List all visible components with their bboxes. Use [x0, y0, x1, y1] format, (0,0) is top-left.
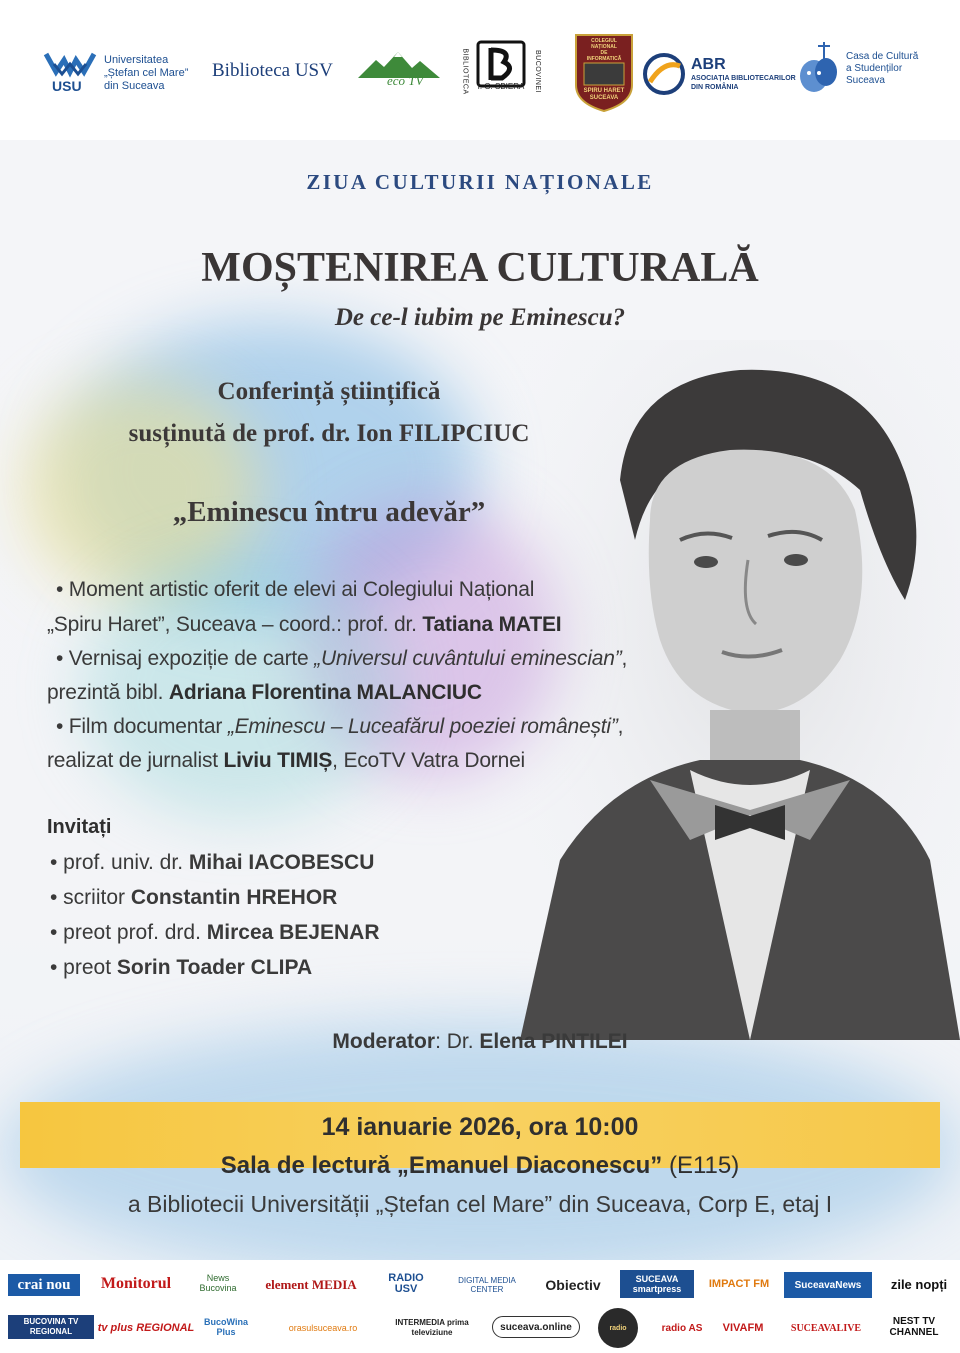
program-item-1-line1: • Moment artistic oferit de elevi ai Colegiului Național: [56, 578, 535, 601]
media-logo-suceavalive: SUCEAVALIVE: [790, 1322, 862, 1334]
event-place: a Bibliotecii Universității „Ștefan cel Mare” din Suceava, Corp E, etaj I: [127, 1191, 833, 1217]
guest-item: • preot Sorin Toader CLIPA: [50, 956, 313, 979]
media-logo-bucowina-plus: BucoWina Plus: [204, 1317, 248, 1337]
media-logo-zile-nopti: zile nopți: [890, 1276, 948, 1292]
program-item-2-line2: prezintă bibl. Adriana Florentina MALANCIUC: [47, 681, 482, 704]
sbiera-emblem-icon: [476, 40, 526, 88]
conference-label: Conferință științifică: [217, 378, 441, 405]
ecotv-logo: [358, 50, 440, 94]
conference-speaker: susținută de prof. dr. Ion FILIPCIUC: [128, 420, 530, 447]
media-logo-radio-as: radio AS: [661, 1322, 703, 1334]
casa-de-cultura-name: Casa de Cultură a Studenților Suceava: [846, 51, 919, 86]
media-logo-impact-fm: IMPACT FM: [708, 1278, 770, 1290]
poster-subtitle: De ce-l iubim pe Eminescu?: [334, 304, 626, 331]
media-logo-news-bucovina: News Bucovina: [199, 1273, 237, 1293]
guest-item: • preot prof. drd. Mircea BEJENAR: [50, 921, 380, 944]
abr-emblem-icon: [642, 52, 686, 96]
media-logo-element-media: element MEDIA: [265, 1277, 357, 1292]
guest-item: • scriitor Constantin HREHOR: [50, 886, 338, 909]
program-item-3-line2: realizat de jurnalist Liviu TIMIȘ, EcoTV Vatra Dornei: [47, 749, 526, 772]
media-logo-suceavanews: SuceavaNews: [784, 1272, 872, 1298]
media-logo-vivafm: VIVAFM: [722, 1322, 764, 1334]
media-logo-tv-plus: tv plus REGIONAL: [97, 1322, 195, 1334]
usv-name: Universitatea „Ștefan cel Mare” din Suceava: [104, 53, 189, 92]
event-eyebrow: ZIUA CULTURII NAȚIONALE: [306, 170, 654, 194]
media-logo-bucovina-tv: BUCOVINA TV REGIONAL: [8, 1315, 94, 1339]
program-item-1-line2: „Spiru Haret”, Suceava – coord.: prof. dr. Tatiana MATEI: [47, 613, 562, 636]
media-logo-radio-badge: radio: [598, 1308, 638, 1348]
media-logo-suceava-smartpress: SUCEAVA smartpress: [620, 1270, 694, 1298]
poster-title: MOȘTENIREA CULTURALĂ: [201, 245, 759, 291]
media-logo-orasul-suceava: orasulsuceava.ro: [288, 1323, 358, 1333]
sbiera-logo: BIBLIOTECA BUCOVINEI I. G. SBIERA: [456, 40, 546, 106]
program-item-2-line1: • Vernisaj expoziție de carte „Universul cuvântului eminescian”,: [56, 647, 628, 670]
media-logo-intermedia: INTERMEDIA prima televiziune: [395, 1318, 469, 1337]
media-logo-radio-usv: RADIO USV: [388, 1272, 424, 1295]
sbiera-caption: I. G. SBIERA: [477, 82, 525, 91]
biblioteca-usv-logo: Biblioteca USV: [212, 60, 333, 81]
moderator-line: Moderator: Dr. Elena PINTILEI: [332, 1030, 628, 1053]
program-item-3-line1: • Film documentar „Eminescu – Luceafărul poeziei românești”,: [56, 715, 624, 738]
event-hall: Sala de lectură „Emanuel Diaconescu” (E115): [220, 1152, 740, 1179]
event-date-time: 14 ianuarie 2026, ora 10:00: [321, 1113, 639, 1141]
colegiu-spiru-haret-logo: COLEGIUL NAȚIONAL DE INFORMATICĂ SPIRU HARET SUCEAVA: [574, 33, 634, 113]
theatre-mask-icon: [796, 40, 840, 98]
partner-logo-bar: [0, 0, 960, 140]
lecture-title: „Eminescu întru adevăr”: [172, 496, 486, 528]
abr-logo: ABR ASOCIAȚIA BIBLIOTECARILOR DIN ROMÂNIA: [642, 52, 796, 96]
casa-de-cultura-logo: [796, 40, 918, 98]
media-logo-crai-nou: crai nou: [8, 1274, 80, 1296]
media-logo-obiectiv: Obiectiv: [545, 1277, 601, 1293]
usv-acronym: USU: [52, 78, 82, 94]
media-partners-strip: [0, 1260, 960, 1353]
guests-heading: Invitați: [47, 816, 112, 838]
media-logo-nest-tv: NEST TV CHANNEL: [889, 1316, 939, 1338]
usv-logo: [44, 50, 188, 96]
guest-item: • prof. univ. dr. Mihai IACOBESCU: [50, 851, 375, 874]
ecotv-label: eco TV: [387, 73, 424, 88]
media-logo-suceava-online: suceava.online: [492, 1316, 580, 1338]
media-logo-monitorul: Monitorul: [100, 1275, 172, 1292]
media-logo-digital-media-center: DIGITAL MEDIA CENTER: [458, 1276, 516, 1294]
